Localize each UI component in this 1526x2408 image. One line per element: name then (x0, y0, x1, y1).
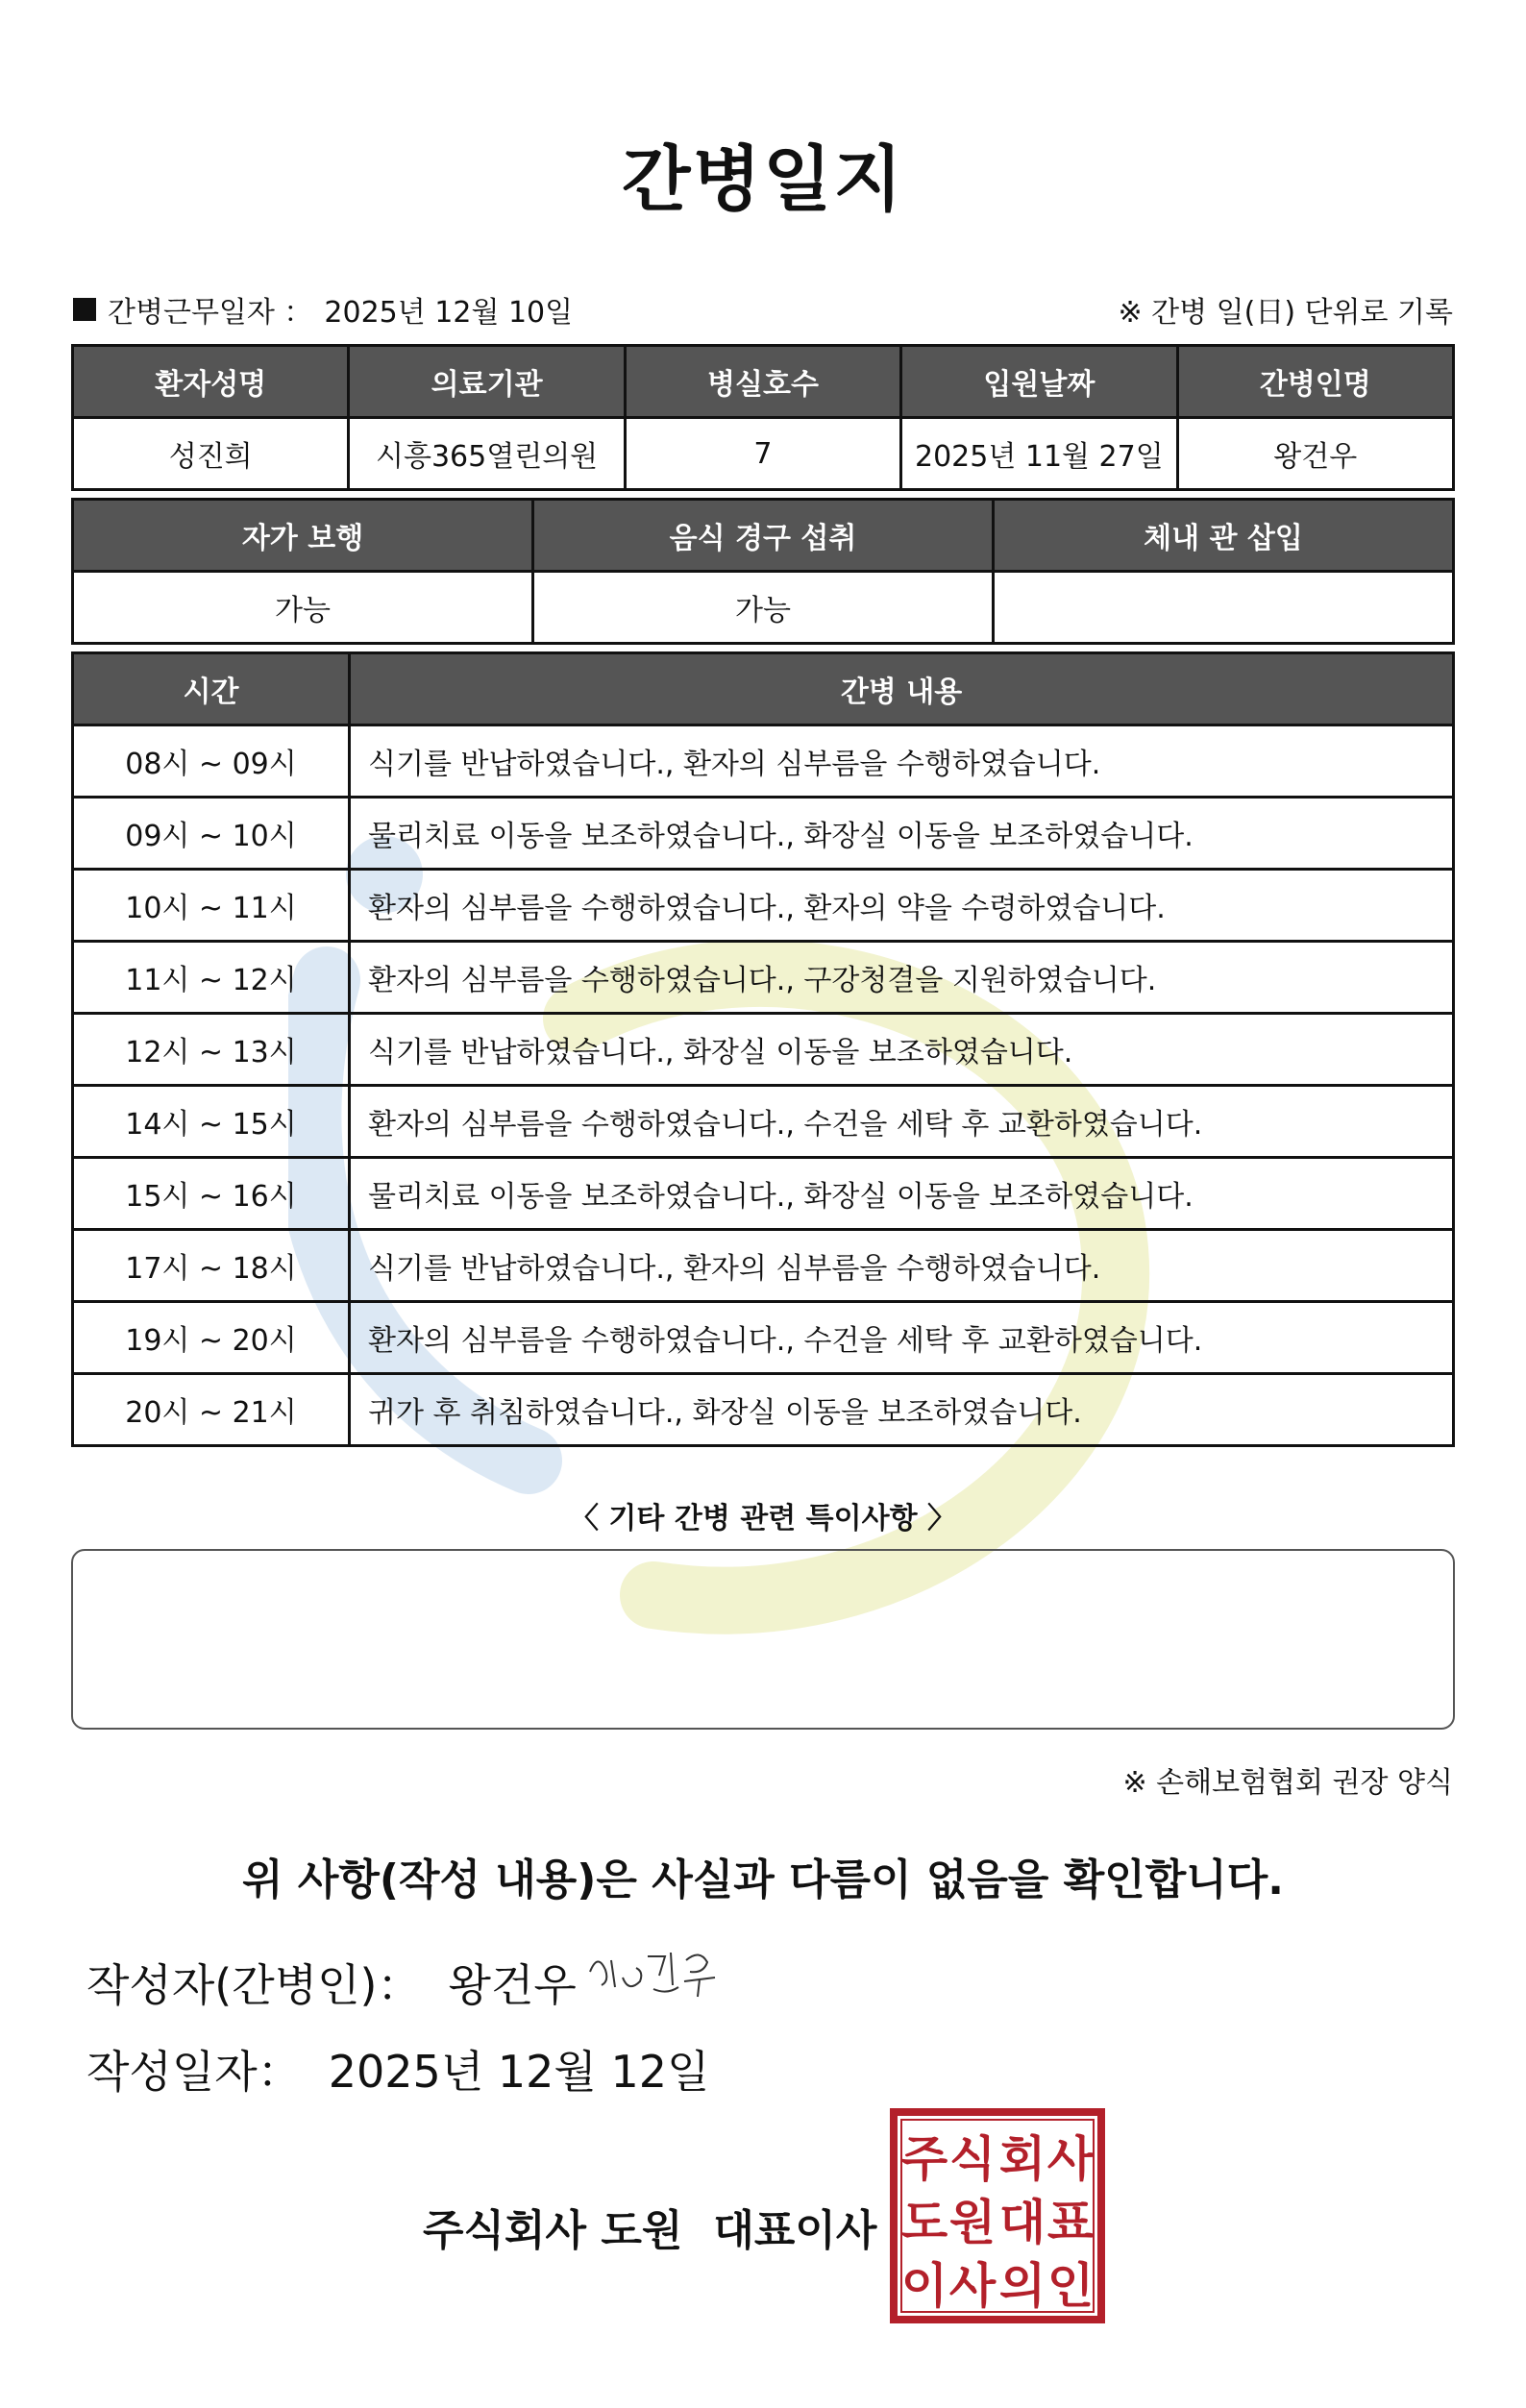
company-role: 대표이사 (713, 2206, 877, 2255)
table-row (73, 1086, 1454, 1158)
table-row (73, 1302, 1454, 1374)
time-cell: 10시 ~ 11시 (73, 870, 350, 942)
svg-text:표: 표 (1046, 2195, 1095, 2250)
content-cell: 물리치료 이동을 보조하였습니다., 화장실 이동을 보조하였습니다. (350, 798, 1454, 870)
care-log-table (71, 651, 1455, 1447)
content-cell: 환자의 심부름을 수행하였습니다., 구강청결을 지원하였습니다. (350, 942, 1454, 1014)
tube-insertion (994, 572, 1454, 644)
confirmation-statement: 위 사항(작성 내용)은 사실과 다름이 없음을 확인합니다. (242, 1855, 1284, 1904)
admission-date: 2025년 11월 27일 (901, 418, 1177, 490)
time-cell: 20시 ~ 21시 (73, 1374, 350, 1446)
handwritten-signature (584, 1943, 719, 2010)
svg-text:식: 식 (948, 2131, 997, 2187)
svg-text:원: 원 (948, 2195, 997, 2250)
time-cell: 09시 ~ 10시 (73, 798, 350, 870)
content-cell: 식기를 반납하였습니다., 환자의 심부름을 수행하였습니다. (350, 725, 1454, 798)
patient-value-row (73, 418, 1454, 490)
svg-text:도: 도 (900, 2195, 948, 2250)
svg-text:의: 의 (998, 2258, 1046, 2314)
content-cell: 환자의 심부름을 수행하였습니다., 수건을 세탁 후 교환하였습니다. (350, 1302, 1454, 1374)
svg-text:회: 회 (998, 2131, 1046, 2187)
written-date-line (86, 2037, 709, 2101)
company-line (423, 2196, 876, 2257)
oral-intake: 가능 (533, 572, 994, 644)
header-oral-intake: 음식 경구 섭취 (533, 500, 994, 572)
form-source-note: ※ 손해보험협회 권장 양식 (1122, 1766, 1453, 1800)
work-date-value: 2025년 12월 10일 (324, 296, 574, 330)
svg-text:대: 대 (998, 2195, 1046, 2250)
remarks-title: 〈 기타 간병 관련 특이사항 〉 (569, 1502, 957, 1536)
company-seal-stamp (888, 2106, 1107, 2325)
patient-name: 성진희 (73, 418, 349, 490)
table-row (73, 798, 1454, 870)
time-cell: 08시 ~ 09시 (73, 725, 350, 798)
written-date-value: 2025년 12월 12일 (328, 2046, 710, 2098)
institution: 시흥365열린의원 (349, 418, 625, 490)
content-cell: 물리치료 이동을 보조하였습니다., 화장실 이동을 보조하였습니다. (350, 1158, 1454, 1230)
time-cell: 17시 ~ 18시 (73, 1230, 350, 1302)
table-row (73, 725, 1454, 798)
table-row (73, 942, 1454, 1014)
header-patient-name: 환자성명 (73, 346, 349, 418)
time-cell: 12시 ~ 13시 (73, 1014, 350, 1086)
writer-label: 작성자(간병인)： (86, 1959, 422, 2011)
time-cell: 11시 ~ 12시 (73, 942, 350, 1014)
svg-text:주: 주 (900, 2131, 948, 2187)
record-note: ※ 간병 일(日) 단위로 기록 (1118, 296, 1453, 330)
svg-text:사: 사 (1046, 2131, 1095, 2187)
bullet-square-icon (73, 298, 96, 321)
content-cell: 환자의 심부름을 수행하였습니다., 수건을 세탁 후 교환하였습니다. (350, 1086, 1454, 1158)
svg-text:인: 인 (1046, 2258, 1095, 2314)
header-care-content: 간병 내용 (350, 653, 1454, 725)
room-number: 7 (625, 418, 900, 490)
work-date (73, 288, 573, 331)
care-log-header-row (73, 653, 1454, 725)
header-room-number: 병실호수 (625, 346, 900, 418)
document-title: 간병일지 (622, 138, 904, 221)
patient-header-row (73, 346, 1454, 418)
remarks-box (71, 1549, 1455, 1730)
table-row (73, 870, 1454, 942)
patient-status-table (71, 498, 1455, 645)
content-cell: 식기를 반납하였습니다., 화장실 이동을 보조하였습니다. (350, 1014, 1454, 1086)
header-tube-insertion: 체내 관 삽입 (994, 500, 1454, 572)
self-walking: 가능 (73, 572, 533, 644)
svg-text:이: 이 (900, 2258, 948, 2314)
status-header-row (73, 500, 1454, 572)
content-cell: 식기를 반납하였습니다., 환자의 심부름을 수행하였습니다. (350, 1230, 1454, 1302)
caregiver-name: 왕건우 (1177, 418, 1453, 490)
content-cell: 귀가 후 취침하였습니다., 화장실 이동을 보조하였습니다. (350, 1374, 1454, 1446)
svg-text:사: 사 (948, 2258, 997, 2314)
header-caregiver-name: 간병인명 (1177, 346, 1453, 418)
patient-info-table (71, 344, 1455, 491)
header-admission-date: 입원날짜 (901, 346, 1177, 418)
table-row (73, 1158, 1454, 1230)
writer-line (86, 1951, 577, 2014)
content-cell: 환자의 심부름을 수행하였습니다., 환자의 약을 수령하였습니다. (350, 870, 1454, 942)
written-date-label: 작성일자： (86, 2046, 302, 2098)
company-name: 주식회사 도원 (423, 2206, 683, 2255)
work-date-label: 간병근무일자 ： (108, 296, 313, 330)
time-cell: 19시 ~ 20시 (73, 1302, 350, 1374)
header-time: 시간 (73, 653, 350, 725)
writer-name: 왕건우 (448, 1959, 577, 2011)
table-row (73, 1014, 1454, 1086)
status-value-row (73, 572, 1454, 644)
header-institution: 의료기관 (349, 346, 625, 418)
table-row (73, 1230, 1454, 1302)
header-self-walking: 자가 보행 (73, 500, 533, 572)
table-row (73, 1374, 1454, 1446)
time-cell: 14시 ~ 15시 (73, 1086, 350, 1158)
time-cell: 15시 ~ 16시 (73, 1158, 350, 1230)
